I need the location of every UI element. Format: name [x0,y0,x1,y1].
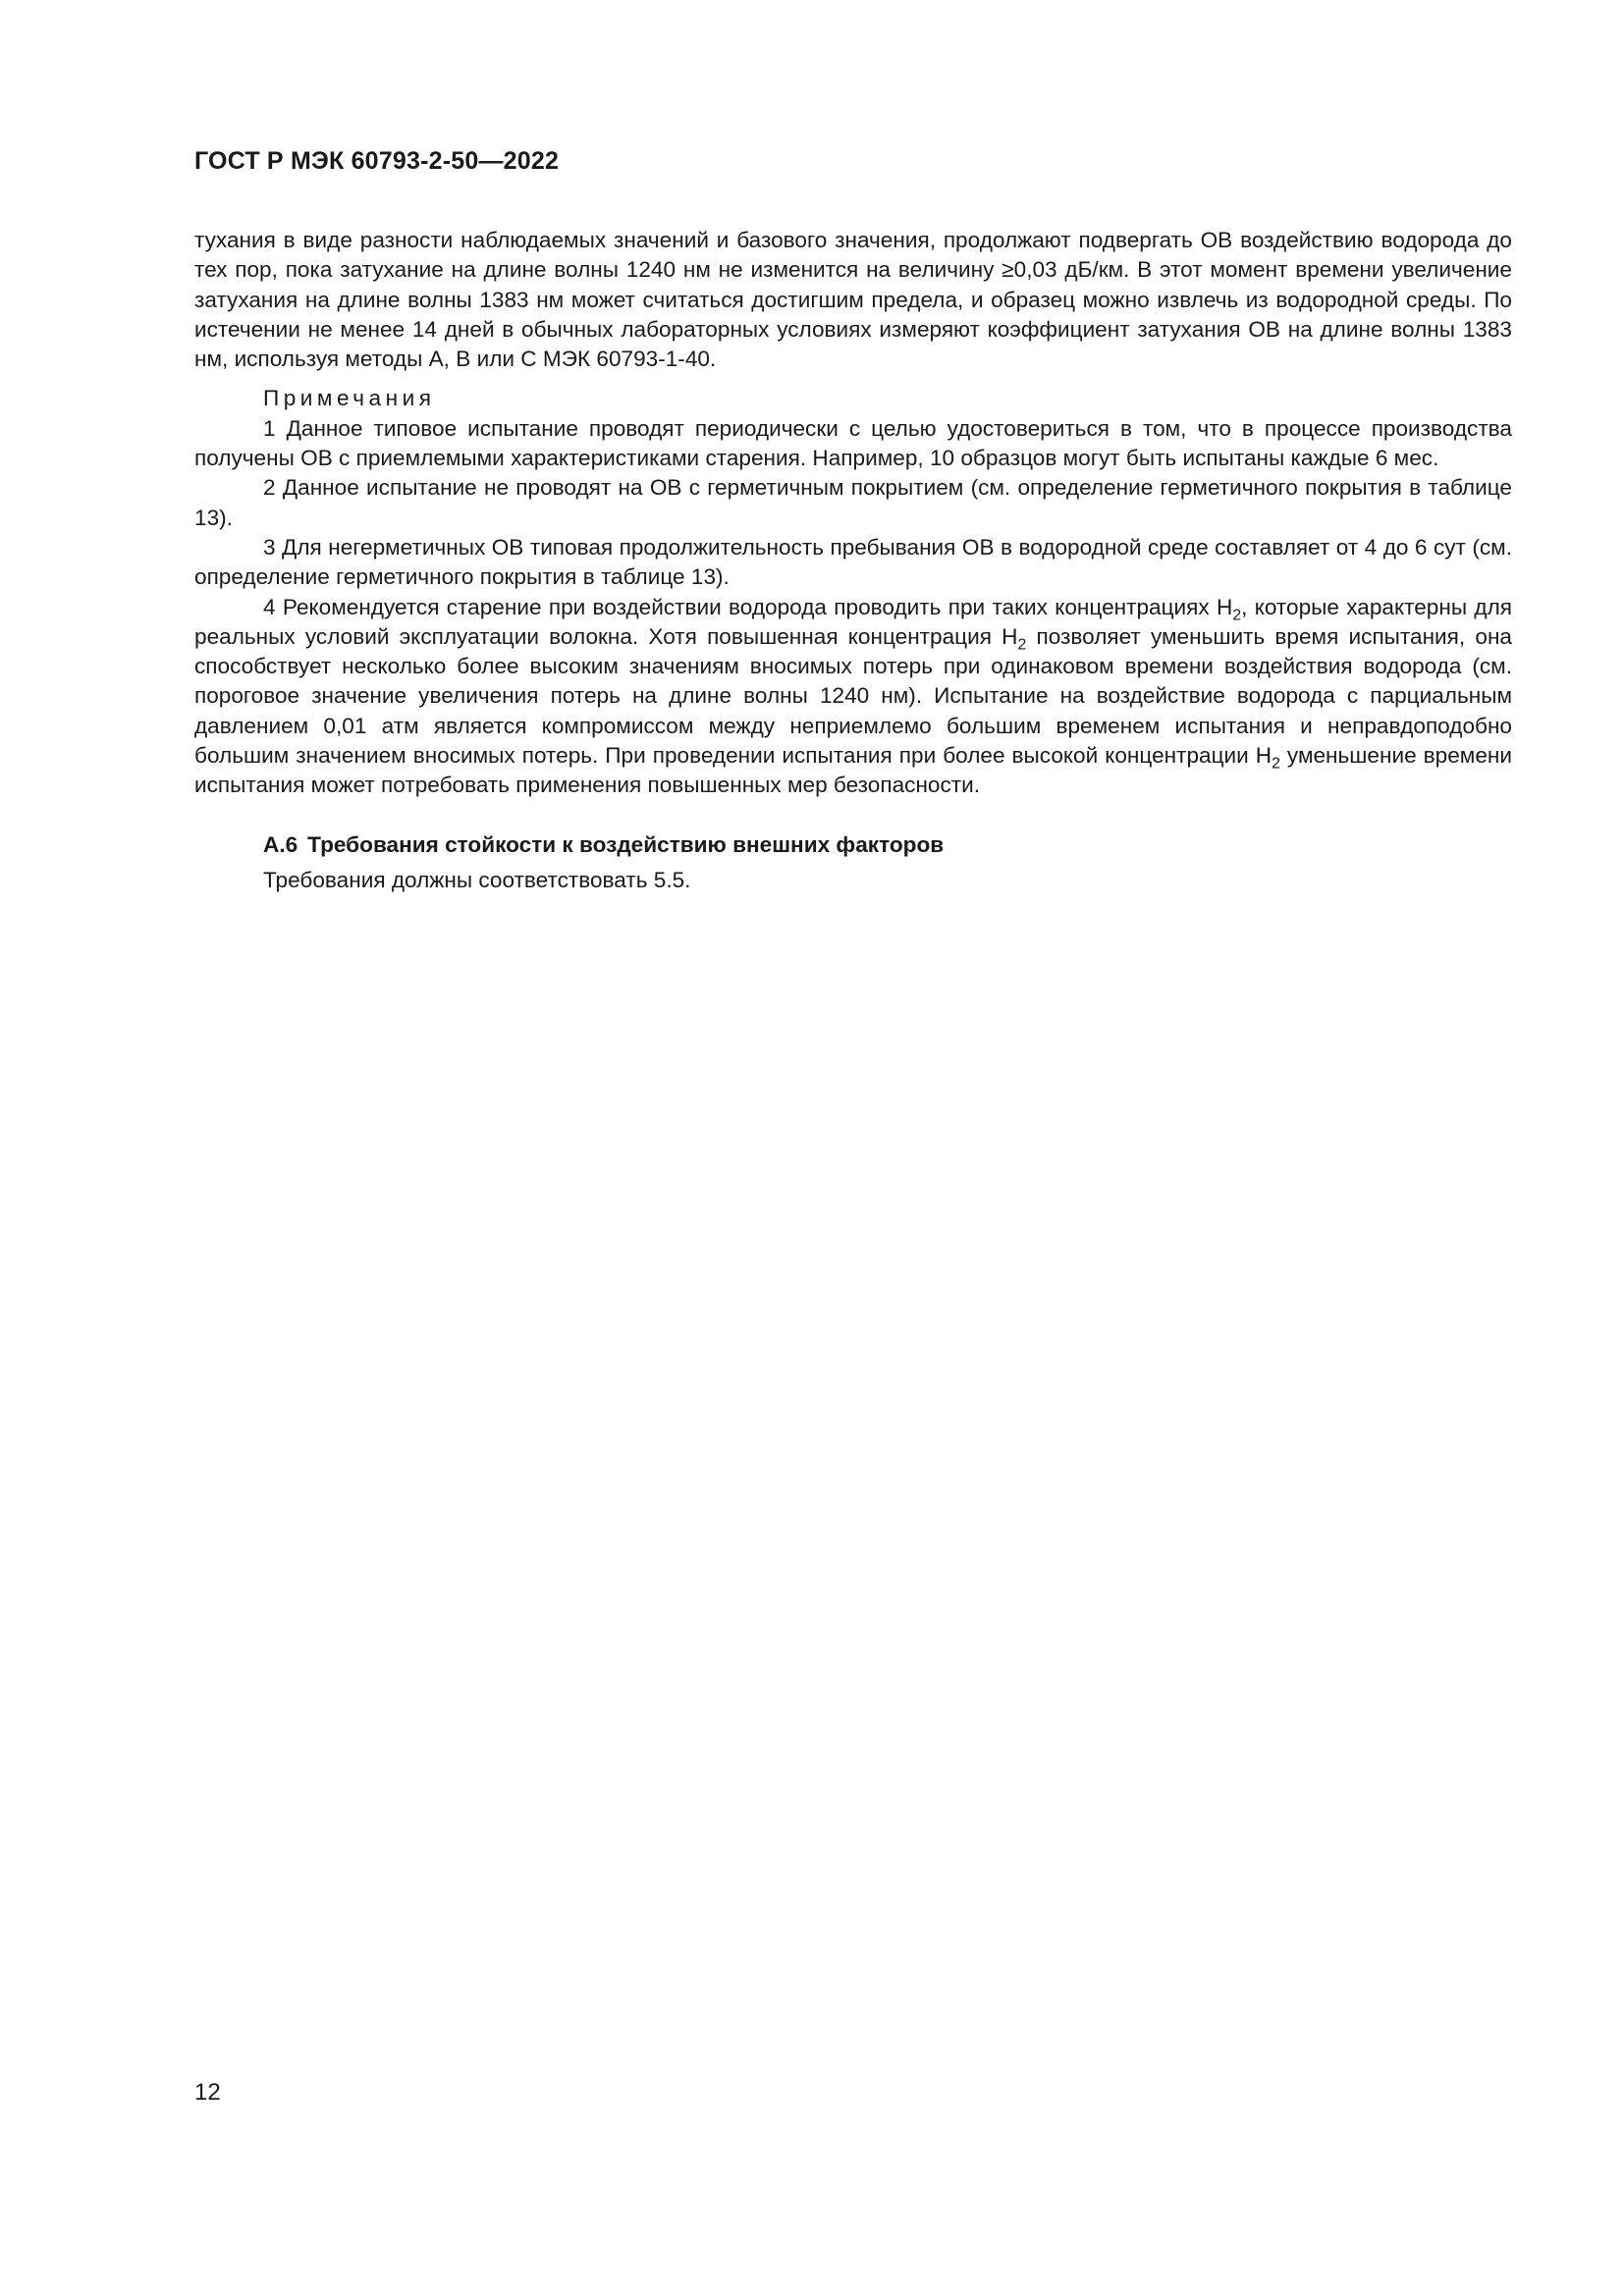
section-text: Требования должны соответствовать 5.5. [263,867,691,892]
section-title: Требования стойкости к воздействию внешних факторов [307,831,945,857]
intro-paragraph: тухания в виде разности наблюдаемых значений и базового значения, продолжают подвергать ОВ воздействию водорода до тех пор, пока затухание на длине волны 1240 нм не изменится на величину ≥0,03 дБ/км. В этот момент времени увеличение затухания на длине волны 1383 нм может считаться достигшим предела, и образец можно извлечь из водородной среды. По истечении не менее 14 дней в обычных лабораторных условиях измеряют коэффициент затухания ОВ на длине волны 1383 нм, используя методы А, В или С МЭК 60793-1-40. [194,228,1512,372]
section-number: А.6 [263,831,298,857]
note-2: 2 Данное испытание не проводят на ОВ с герметичным покрытием (см. определение герметичного покрытия в таблице 13). [194,475,1512,530]
note-4 [194,593,1512,801]
note-3: 3 Для негерметичных ОВ типовая продолжительность пребывания ОВ в водородной среде составляет от 4 до 6 сут (см. определение герметичного покрытия в таблице 13). [194,534,1512,590]
document-body [194,226,1512,895]
note-1: 1 Данное типовое испытание проводят периодически с целью удостовериться в том, что в процессе производства получены ОВ с приемлемыми характеристиками старения. Например, 10 образцов могут быть испытаны каждые 6 мес. [194,415,1512,471]
note-4-text-4: уменьшение времени испытания может потребовать применения повышенных мер безопасности. [194,743,1512,798]
notes-heading: Примечания [263,386,436,411]
note-4-subscript-3: 2 [1272,755,1280,773]
note-4-text-2: , которые характерны для реальных условий эксплуатации волокна. Хотя повышенная концентрация H [194,594,1512,649]
note-4-subscript-2: 2 [1017,636,1027,654]
note-4-text-1: 4 Рекомендуется старение при воздействии водорода проводить при таких концентрациях H [263,594,1233,619]
page-header: ГОСТ Р МЭК 60793-2-50—2022 [194,147,560,175]
note-4-text-3: позволяет уменьшить время испытания, она способствует несколько более высоким значениям вносимых потерь при одинаковом времени воздействия водорода (см. пороговое значение увеличения потерь на длине волны 1240 нм). Испытание на воздействие водорода с парциальным давлением 0,01 атм является компромиссом между неприемлемо большим временем испытания и неправдоподобно большим значением вносимых потерь. При проведении испытания при более высокой концентрации H [194,623,1512,769]
page-number: 12 [194,2079,221,2106]
section-heading [194,830,1512,860]
note-4-subscript-1: 2 [1232,607,1242,624]
